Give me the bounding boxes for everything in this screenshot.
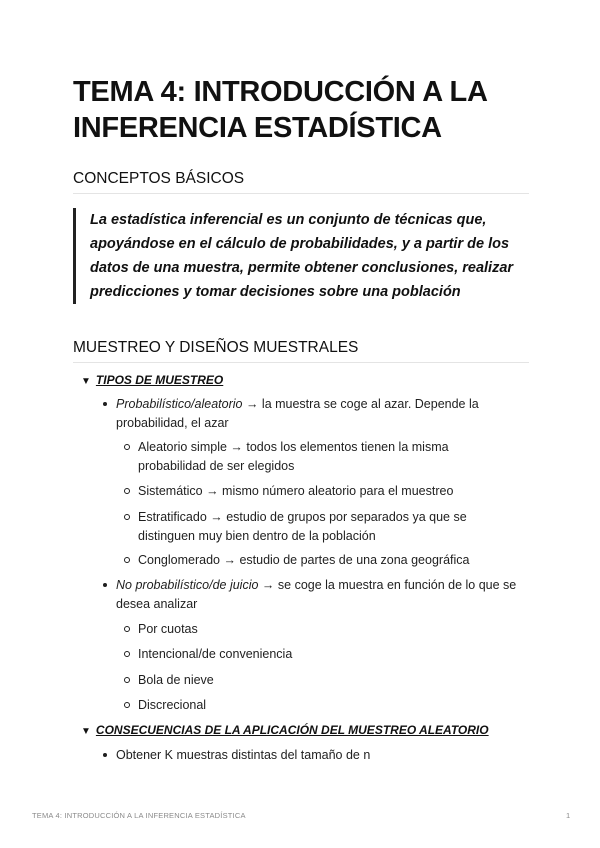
list-item <box>116 576 536 614</box>
list-item: Estratificado → estudio de grupos por separados ya que se distinguen muy bien dentro de la población <box>138 508 498 546</box>
list-item: Obtener K muestras distintas del tamaño de n <box>116 746 536 765</box>
toggle-tipos-de-muestreo[interactable] <box>81 372 223 390</box>
toggle-triangle-icon[interactable]: ▼ <box>81 726 91 737</box>
footer-title: TEMA 4: INTRODUCCIÓN A LA INFERENCIA ESTADÍSTICA <box>32 811 246 820</box>
list-item-term: Probabilístico/aleatorio <box>116 397 243 411</box>
section-divider <box>73 193 529 194</box>
list-item: Por cuotas <box>138 620 198 639</box>
list-item-text: → la muestra se coge al azar. Depende la probabilidad, el azar <box>116 397 479 430</box>
list-item-term: No probabilístico/de juicio <box>116 578 259 592</box>
section-heading-conceptos: CONCEPTOS BÁSICOS <box>73 170 245 187</box>
footer-page-number: 1 <box>566 811 571 820</box>
toggle-triangle-icon[interactable]: ▼ <box>81 376 91 387</box>
toggle-label[interactable]: TIPOS DE MUESTREO <box>95 373 224 387</box>
toggle-consecuencias-muestreo-aleatorio[interactable] <box>81 722 489 740</box>
list-item: Bola de nieve <box>138 671 214 690</box>
list-item-text: → se coge la muestra en función de lo que se desea analizar <box>116 578 517 611</box>
toggle-label[interactable]: CONSECUENCIAS DE LA APLICACIÓN DEL MUESTREO ALEATORIO <box>95 723 489 737</box>
page-title: TEMA 4: INTRODUCCIÓN A LA INFERENCIA ESTADÍSTICA <box>73 76 487 144</box>
list-item: Conglomerado → estudio de partes de una zona geográfica <box>138 551 518 570</box>
definition-quote: La estadística inferencial es un conjunto de técnicas que, apoyándose en el cálculo de probabilidades, y a partir de los datos de una muestra, permite obtener conclusiones, realizar predicciones y tomar decisiones sobre una población <box>73 208 525 304</box>
list-item: Discrecional <box>138 696 206 715</box>
list-item: Sistemático → mismo número aleatorio para el muestreo <box>138 482 518 501</box>
section-heading-muestreo: MUESTREO Y DISEÑOS MUESTRALES <box>73 339 359 356</box>
list-item <box>116 395 536 433</box>
list-item: Aleatorio simple → todos los elementos tienen la misma probabilidad de ser elegidos <box>138 438 478 476</box>
list-item: Intencional/de conveniencia <box>138 645 292 664</box>
section-divider <box>73 362 529 363</box>
